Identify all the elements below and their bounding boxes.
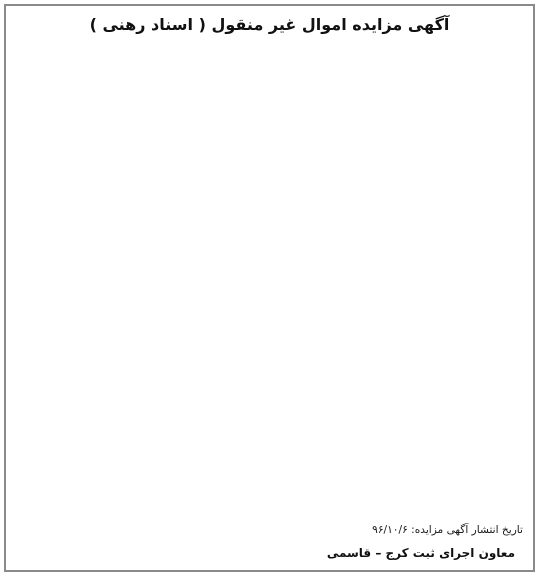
notice-frame [4,4,535,572]
signature-line: معاون اجرای ثبت کرج – قاسمی [326,546,515,560]
publication-date: تاریخ انتشار آگهی مزایده: ۹۶/۱۰/۶ [372,524,523,536]
notice-body [16,42,523,520]
notice-title: آگهی مزایده اموال غیر منقول ( اسناد رهنی ) [89,15,450,34]
